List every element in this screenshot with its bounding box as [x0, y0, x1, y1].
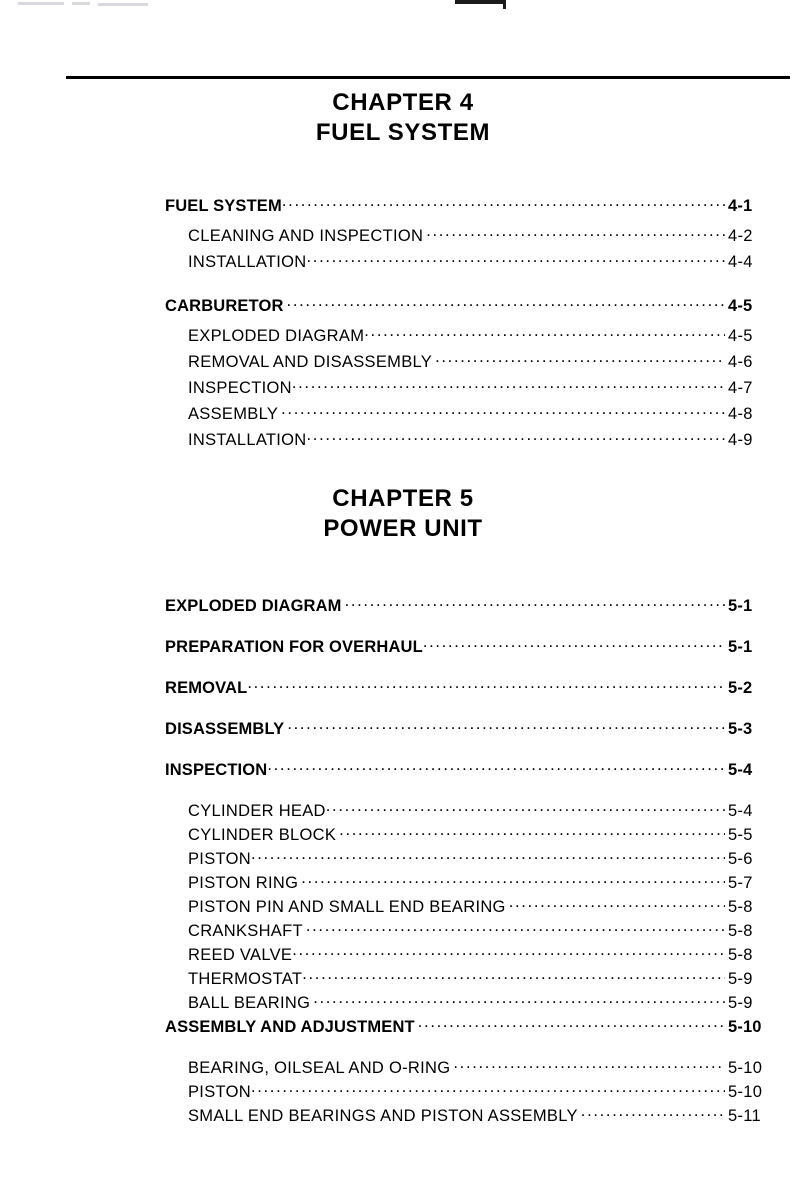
- chapter-4-heading: [0, 88, 806, 148]
- toc-entry-page-number: 5-4: [728, 760, 753, 779]
- toc-entry-label: SMALL END BEARINGS AND PISTON ASSEMBLY: [188, 1106, 578, 1125]
- toc-dot-leader: [426, 224, 725, 241]
- toc-entry-label: ASSEMBLY: [188, 404, 279, 423]
- toc-entry[interactable]: [0, 350, 806, 376]
- toc-entry[interactable]: [0, 919, 806, 943]
- toc-entry[interactable]: [0, 402, 806, 428]
- scan-artifact-mark: [18, 2, 64, 5]
- toc-entry[interactable]: [0, 676, 806, 717]
- toc-entry-label: INSTALLATION: [188, 252, 307, 271]
- toc-entry-label: INSTALLATION: [188, 430, 307, 449]
- toc-entry-label: DISASSEMBLY: [165, 719, 285, 738]
- toc-entry[interactable]: [0, 967, 806, 991]
- toc-list-chapter-5: [0, 594, 806, 1128]
- toc-entry-label: PISTON PIN AND SMALL END BEARING: [188, 897, 506, 916]
- toc-entry-page-number: 4-7: [728, 378, 753, 397]
- toc-dot-leader: [282, 194, 725, 211]
- toc-entry[interactable]: [0, 991, 806, 1015]
- toc-dot-leader: [418, 1015, 725, 1032]
- scan-artifact-mark: [72, 2, 90, 5]
- toc-entry[interactable]: [0, 847, 806, 871]
- chapter-4-number: CHAPTER 4: [332, 89, 474, 116]
- toc-entry-page-number: 4-8: [728, 404, 753, 423]
- toc-entry-page-number: 5-8: [728, 897, 753, 916]
- toc-entry-page-number: 5-11: [728, 1106, 761, 1125]
- toc-entry[interactable]: [0, 250, 806, 276]
- toc-entry[interactable]: [0, 758, 806, 799]
- chapter-5-heading: [0, 484, 806, 544]
- toc-entry-page-number: 5-10: [728, 1058, 763, 1077]
- toc-dot-leader: [313, 991, 725, 1008]
- toc-entry-page-number: 5-9: [728, 993, 753, 1012]
- toc-entry-page-number: 5-5: [728, 825, 753, 844]
- toc-entry-label: INSPECTION: [188, 378, 292, 397]
- toc-list-chapter-4: [0, 194, 806, 454]
- toc-dot-leader: [364, 324, 725, 341]
- toc-entry-page-number: 4-9: [728, 430, 753, 449]
- toc-entry-label: REMOVAL AND DISASSEMBLY: [188, 352, 433, 371]
- toc-entry-label: CARBURETOR: [165, 296, 284, 315]
- toc-entry-page-number: 5-3: [728, 719, 753, 738]
- toc-entry-label: EXPLODED DIAGRAM: [188, 326, 365, 345]
- toc-dot-leader: [301, 871, 725, 888]
- toc-entry-label: REMOVAL: [165, 678, 248, 697]
- toc-entry-label: CYLINDER HEAD: [188, 801, 326, 820]
- toc-entry-page-number: 5-1: [728, 596, 753, 615]
- toc-entry-page-number: 5-1: [728, 637, 753, 656]
- toc-entry-label: PISTON: [188, 1082, 251, 1101]
- toc-entry[interactable]: [0, 1104, 806, 1128]
- scan-artifact-mark: [503, 0, 506, 9]
- toc-entry[interactable]: [0, 871, 806, 895]
- header-rule: [66, 76, 790, 79]
- toc-entry[interactable]: [0, 1056, 806, 1080]
- toc-entry[interactable]: [0, 194, 806, 224]
- chapter-5-number: CHAPTER 5: [332, 485, 474, 512]
- toc-entry-page-number: 4-4: [728, 252, 753, 271]
- toc-entry-label: PISTON: [188, 849, 251, 868]
- toc-entry-label: PREPARATION FOR OVERHAUL: [165, 637, 423, 656]
- toc-dot-leader: [326, 799, 725, 816]
- toc-entry[interactable]: [0, 717, 806, 758]
- toc-entry-label: EXPLODED DIAGRAM: [165, 596, 342, 615]
- toc-dot-leader: [423, 635, 725, 652]
- toc-dot-leader: [345, 594, 725, 611]
- toc-entry[interactable]: [0, 594, 806, 635]
- toc-entry[interactable]: [0, 376, 806, 402]
- chapter-4-title: FUEL SYSTEM: [315, 119, 491, 146]
- toc-entry[interactable]: [0, 943, 806, 967]
- toc-entry-label: FUEL SYSTEM: [165, 196, 282, 215]
- toc-dot-leader: [307, 250, 725, 267]
- toc-entry-page-number: 5-9: [728, 969, 753, 988]
- toc-entry-page-number: 4-1: [728, 196, 753, 215]
- toc-entry-label: INSPECTION: [165, 760, 268, 779]
- toc-entry-page-number: 5-8: [728, 921, 753, 940]
- toc-dot-leader: [307, 428, 725, 445]
- toc-dot-leader: [435, 350, 725, 367]
- toc-entry-label: BALL BEARING: [188, 993, 311, 1012]
- chapter-5-title: POWER UNIT: [323, 515, 483, 542]
- toc-dot-leader: [453, 1056, 725, 1073]
- toc-entry[interactable]: [0, 895, 806, 919]
- toc-dot-leader: [251, 847, 725, 864]
- toc-entry-page-number: 5-6: [728, 849, 753, 868]
- toc-dot-leader: [581, 1104, 725, 1121]
- toc-entry-label: THERMOSTAT: [188, 969, 303, 988]
- toc-entry[interactable]: [0, 294, 806, 324]
- toc-entry[interactable]: [0, 1015, 806, 1056]
- toc-dot-leader: [287, 717, 725, 734]
- toc-entry[interactable]: [0, 635, 806, 676]
- toc-entry[interactable]: [0, 224, 806, 250]
- toc-entry-page-number: 4-2: [728, 226, 753, 245]
- toc-dot-leader: [281, 402, 725, 419]
- toc-dot-leader: [267, 758, 725, 775]
- toc-entry-label: CRANKSHAFT: [188, 921, 303, 940]
- toc-entry[interactable]: [0, 823, 806, 847]
- toc-entry-label: BEARING, OILSEAL AND O-RING: [188, 1058, 451, 1077]
- toc-dot-leader: [287, 294, 725, 311]
- toc-entry-page-number: 4-6: [728, 352, 753, 371]
- toc-entry-label: CYLINDER BLOCK: [188, 825, 337, 844]
- toc-entry-label: ASSEMBLY AND ADJUSTMENT: [165, 1017, 415, 1036]
- toc-dot-leader: [306, 919, 725, 936]
- toc-dot-leader: [339, 823, 725, 840]
- scan-artifact-mark: [455, 0, 505, 4]
- toc-entry-page-number: 5-7: [728, 873, 753, 892]
- toc-entry-label: REED VALVE: [188, 945, 293, 964]
- toc-entry-page-number: 5-8: [728, 945, 753, 964]
- toc-entry-label: PISTON RING: [188, 873, 299, 892]
- toc-entry-page-number: 5-10: [728, 1082, 763, 1101]
- toc-entry-page-number: 5-2: [728, 678, 753, 697]
- toc-dot-leader: [292, 376, 725, 393]
- toc-entry-page-number: 4-5: [728, 326, 753, 345]
- toc-entry[interactable]: [0, 428, 806, 454]
- toc-dot-leader: [302, 967, 725, 984]
- toc-dot-leader: [509, 895, 725, 912]
- toc-dot-leader: [292, 943, 725, 960]
- toc-dot-leader: [247, 676, 725, 693]
- toc-entry[interactable]: [0, 799, 806, 823]
- scan-artifact-mark: [98, 3, 148, 6]
- toc-entry[interactable]: [0, 1080, 806, 1104]
- toc-entry-page-number: 5-4: [728, 801, 753, 820]
- toc-entry-page-number: 4-5: [728, 296, 753, 315]
- toc-dot-leader: [251, 1080, 725, 1097]
- toc-entry[interactable]: [0, 324, 806, 350]
- toc-entry-page-number: 5-10: [728, 1017, 762, 1036]
- toc-entry-label: CLEANING AND INSPECTION: [188, 226, 424, 245]
